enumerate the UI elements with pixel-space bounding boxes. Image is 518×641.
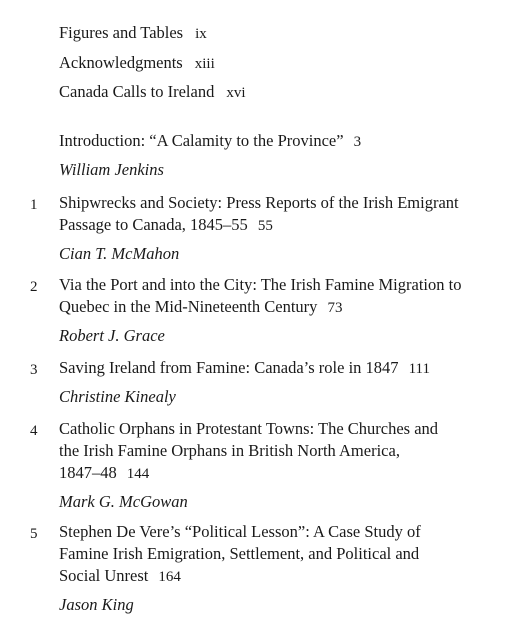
toc-entry-page: xvi xyxy=(226,85,246,101)
toc-entry-title-line: Social Unrest xyxy=(59,566,149,585)
toc-entry-page: 144 xyxy=(126,466,150,482)
toc-entry-title-block xyxy=(59,130,499,153)
toc-entry-title-line: 1847–48 xyxy=(59,463,117,482)
toc-entry-title: Acknowledgments xyxy=(59,52,183,72)
toc-entry-canada-calls-to-ireland[interactable] xyxy=(59,78,499,108)
chapter-number: 1 xyxy=(30,197,38,213)
toc-entry-title-line: Catholic Orphans in Protestant Towns: The Churches and xyxy=(59,419,439,438)
toc-entry-page: ix xyxy=(195,26,207,42)
toc-entry-chapter-5[interactable] xyxy=(30,521,499,616)
chapter-number: 5 xyxy=(30,526,38,542)
toc-entry-author: Christine Kinealy xyxy=(59,387,176,406)
toc-entry-author: Cian T. McMahon xyxy=(59,244,180,263)
toc-entry-chapter-3[interactable] xyxy=(30,357,499,408)
chapter-number: 4 xyxy=(30,423,38,439)
toc-entry-title: Figures and Tables xyxy=(59,23,184,42)
toc-entry-author: Mark G. McGowan xyxy=(59,492,188,511)
toc-entry-title-block xyxy=(59,192,499,237)
toc-entry-title-line: Stephen De Vere’s “Political Lesson”: A Case Study of xyxy=(59,522,421,541)
front-matter-list xyxy=(59,19,499,108)
toc-entry-title-line: Via the Port and into the City: The Irish Famine Migration to xyxy=(59,275,462,294)
toc-entry-author: William Jenkins xyxy=(59,160,164,179)
chapter-number: 2 xyxy=(30,279,38,295)
toc-entry-introduction[interactable] xyxy=(59,130,499,181)
toc-entry-figures-and-tables[interactable] xyxy=(59,19,499,49)
toc-entry-title-block xyxy=(59,357,499,380)
toc-entry-title: Introduction: “A Calamity to the Province” xyxy=(59,131,344,150)
toc-entry-title-line: the Irish Famine Orphans in British North America, xyxy=(59,441,400,460)
toc-entry-title: Canada Calls to Ireland xyxy=(59,82,215,101)
toc-entry-page: 73 xyxy=(327,300,343,316)
toc-entry-title-line: Passage to Canada, 1845–55 xyxy=(59,215,248,234)
toc-entry-page: 3 xyxy=(353,134,362,150)
toc-entry-title-block xyxy=(59,521,499,588)
toc-entry-page: 111 xyxy=(408,361,430,377)
toc-entry-title-line: Saving Ireland from Famine: Canada’s role in 1847 xyxy=(59,358,399,377)
toc-entry-chapter-2[interactable] xyxy=(30,274,499,347)
toc-entry-title-line: Quebec in the Mid-Nineteenth Century xyxy=(59,297,318,316)
toc-entry-acknowledgments[interactable] xyxy=(59,49,499,79)
toc-entry-chapter-4[interactable] xyxy=(30,418,499,513)
toc-entry-author: Jason King xyxy=(59,595,134,614)
toc-entry-author: Robert J. Grace xyxy=(59,326,165,345)
toc-entry-title-line: Shipwrecks and Society: Press Reports of the Irish Emigrant xyxy=(59,193,459,212)
toc-entry-title-block xyxy=(59,274,499,319)
toc-entry-page: 164 xyxy=(158,569,181,585)
toc-entry-title-line: Famine Irish Emigration, Settlement, and Political and xyxy=(59,544,420,563)
toc-entry-title-block xyxy=(59,418,499,485)
toc-entry-chapter-1[interactable] xyxy=(30,192,499,265)
toc-entry-page: xiii xyxy=(194,55,215,72)
chapter-number: 3 xyxy=(30,362,38,378)
toc-entry-page: 55 xyxy=(257,218,273,234)
